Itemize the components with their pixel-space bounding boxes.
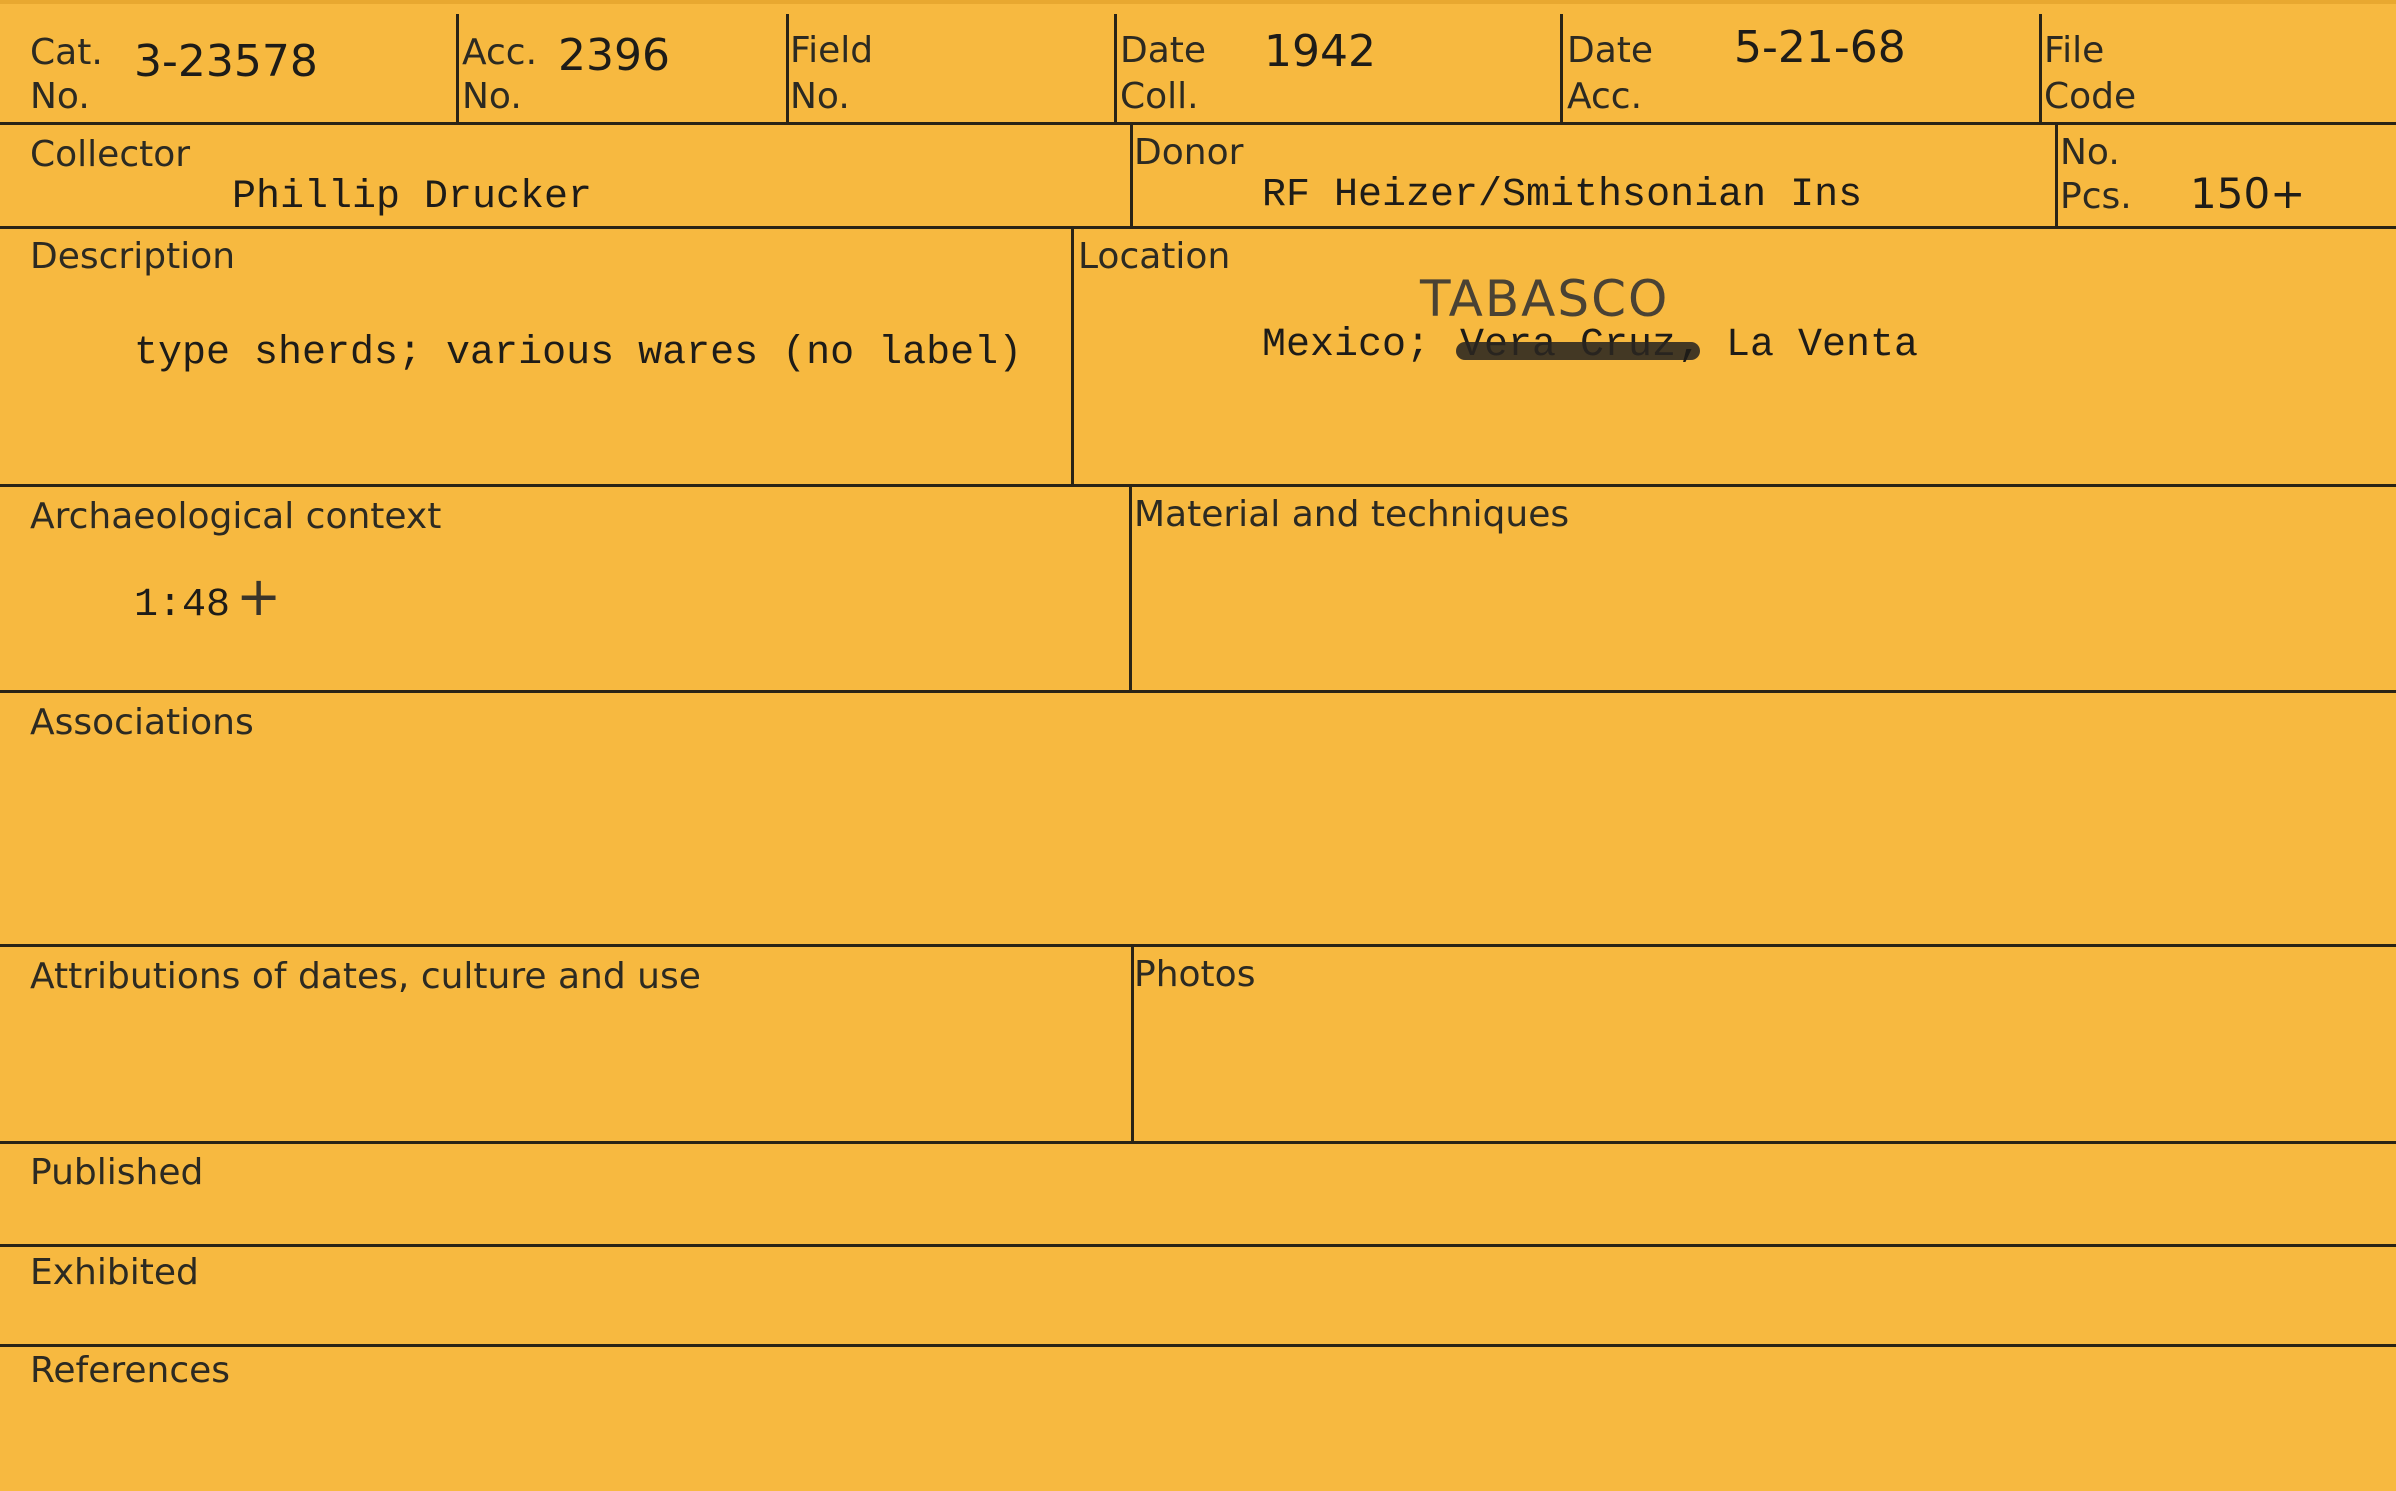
- strike-through-mark: [1456, 342, 1700, 360]
- rule-col-donor: [1130, 124, 1133, 228]
- card-top-edge: [0, 0, 2396, 4]
- date-coll-label-line2: Coll.: [1120, 76, 1199, 117]
- rule-col-no-pcs: [2055, 124, 2058, 228]
- location-suffix: , La Venta: [1678, 323, 1919, 368]
- rule-row-1: [0, 122, 2396, 125]
- rule-col-acc: [456, 14, 459, 124]
- collector-value: Phillip Drucker: [232, 175, 593, 220]
- date-acc-value: 5-21-68: [1734, 22, 1906, 73]
- photos-label: Photos: [1134, 954, 1256, 995]
- associations-label: Associations: [30, 702, 254, 743]
- material-and-techniques-label: Material and techniques: [1134, 494, 1570, 535]
- collector-label: Collector: [30, 134, 191, 175]
- references-label: References: [30, 1350, 231, 1391]
- rule-row-2: [0, 226, 2396, 229]
- location-prefix: Mexico;: [1262, 323, 1431, 368]
- archaeological-context-label: Archaeological context: [30, 496, 442, 537]
- no-pcs-label-line1: No.: [2060, 132, 2120, 173]
- rule-row-6: [0, 1141, 2396, 1144]
- date-acc-label-line2: Acc.: [1567, 76, 1643, 117]
- rule-col-material: [1129, 486, 1132, 692]
- description-label: Description: [30, 236, 236, 277]
- file-code-label-line1: File: [2044, 30, 2105, 71]
- rule-row-8: [0, 1344, 2396, 1347]
- archaeological-context-mark: +: [236, 565, 282, 628]
- acc-no-label-line1: Acc.: [462, 32, 538, 73]
- location-stamp-tabasco: TABASCO: [1420, 270, 1670, 328]
- cat-no-label-line2: No.: [30, 76, 90, 117]
- location-label: Location: [1078, 236, 1231, 277]
- attributions-label: Attributions of dates, culture and use: [30, 956, 701, 997]
- exhibited-label: Exhibited: [30, 1252, 199, 1293]
- cat-no-value: 3-23578: [134, 36, 318, 87]
- rule-col-date-coll: [1114, 14, 1117, 124]
- field-no-label-line1: Field: [790, 30, 874, 71]
- acc-no-value: 2396: [558, 30, 670, 81]
- archaeological-context-value: 1:48: [134, 583, 231, 628]
- no-pcs-value: 150+: [2190, 169, 2306, 218]
- rule-col-date-acc: [1560, 14, 1563, 124]
- no-pcs-label-line2: Pcs.: [2060, 176, 2132, 217]
- rule-row-4: [0, 690, 2396, 693]
- rule-row-3: [0, 484, 2396, 487]
- rule-col-field: [786, 14, 789, 124]
- file-code-label-line2: Code: [2044, 76, 2137, 117]
- rule-row-5: [0, 944, 2396, 947]
- rule-row-7: [0, 1244, 2396, 1247]
- cat-no-label-line1: Cat.: [30, 32, 103, 73]
- published-label: Published: [30, 1152, 204, 1193]
- rule-col-file-code: [2039, 14, 2042, 124]
- rule-col-location: [1071, 228, 1074, 486]
- description-value: type sherds; various wares (no label): [134, 331, 1023, 376]
- date-acc-label-line1: Date: [1567, 30, 1654, 71]
- date-coll-value: 1942: [1264, 26, 1376, 77]
- acc-no-label-line2: No.: [462, 76, 522, 117]
- donor-label: Donor: [1134, 132, 1244, 173]
- field-no-label-line2: No.: [790, 76, 850, 117]
- date-coll-label-line1: Date: [1120, 30, 1207, 71]
- donor-value: RF Heizer/Smithsonian Ins: [1262, 173, 1863, 218]
